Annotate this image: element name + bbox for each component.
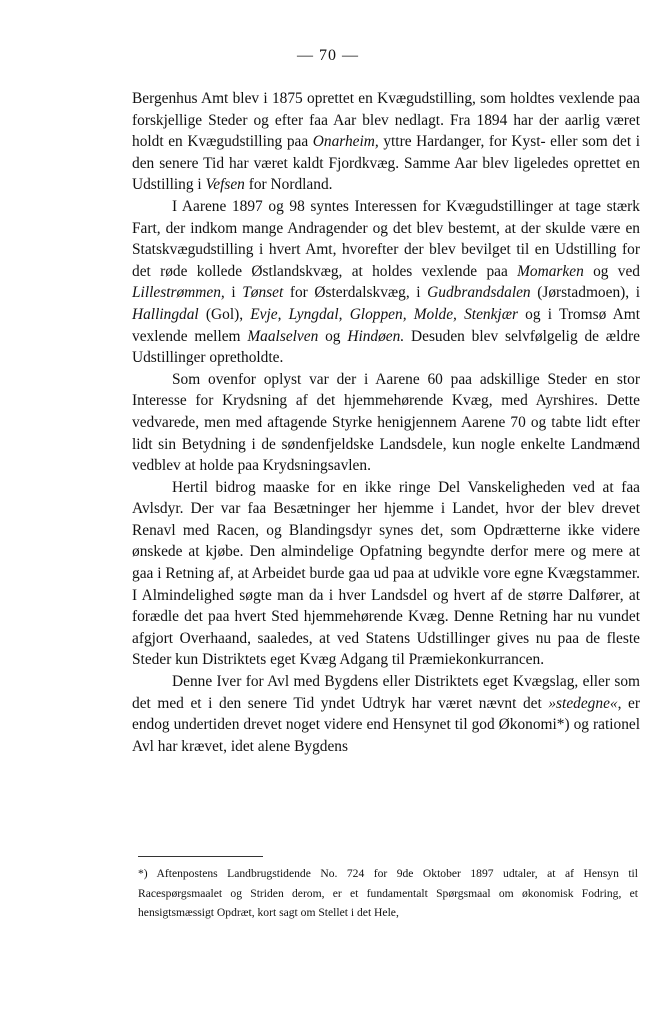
text-run: i bbox=[224, 284, 243, 302]
text-run: (Gol), bbox=[198, 305, 251, 323]
text-run: Som ovenfor oplyst var der i Aarene 60 paa adskillige Steder en stor Interesse for Krydsning af det hjemmehørende Kvæg, med Ayrshires. Dette vedvarede, men med aftagende Styrke henigjennem Aarene 70 og tabte lidt efter lidt sin Betydning i de søndenfjeldske Landsdele, kun nogle enkelte Landmænd vedblev at holde paa Krydsningsavlen. bbox=[132, 370, 640, 475]
paragraph bbox=[132, 369, 640, 477]
italic-text: Hindøen. bbox=[347, 327, 405, 345]
paragraph bbox=[132, 196, 640, 369]
italic-text: Gudbrandsdalen bbox=[427, 284, 531, 302]
italic-text: Evje, Lyngdal, Gloppen, Molde, Stenkjær bbox=[250, 305, 518, 323]
body-text bbox=[132, 88, 640, 757]
text-run: og i Tromsø Amt vexlende mellem bbox=[132, 305, 640, 345]
text-run: (Jørstadmoen), i bbox=[530, 284, 640, 302]
text-run: Bergenhus Amt blev i 1875 oprettet en Kvægudstilling, som holdtes vexlende paa forskjellige Steder og efter faa Aar blev nedlagt. Fra 1894 har der aarlig været holdt en Kvægudstilling paa bbox=[132, 90, 640, 151]
italic-text: Tønset bbox=[242, 284, 284, 302]
text-run: Hertil bidrog maaske for en ikke ringe Del Vanskeligheden ved at faa Avlsdyr. Der var faa Besætninger her hjemme i Landet, hvor der blev drevet Renavl med Racen, og Blandingsdyr synes det, som Opdrætterne ikke videre ønskede at kjøbe. Den almindelige Opfatning begyndte derfor mere og mere at gaa i Retning af, at Arbeidet burde gaa ud paa at udvikle vore egne Kvægstammer. I Almindelighed søgte man da i hver Landsdel og hvert af de større Dalfører, at forædle det paa hvert Sted hjemmehørende Kvæg. Denne Retning har nu vundet afgjort Overhaand, saaledes, at ved Statens Udstillinger gives nu paa de fleste Steder kun Distriktets eget Kvæg Adgang til Præmiekonkurrancen. bbox=[132, 478, 640, 669]
italic-text: Lillestrømmen, bbox=[132, 284, 225, 302]
italic-text: Onarheim, bbox=[312, 133, 379, 151]
text-run: for Nordland. bbox=[244, 176, 333, 194]
text-run: for Østerdalskvæg, i bbox=[283, 284, 428, 302]
text-run: Desuden blev selvfølgelig de ældre Udstillinger opretholdte. bbox=[132, 327, 640, 367]
text-run: I Aarene 1897 og 98 syntes Interessen for Kvægudstillinger at tage stærk Fart, der indkom mange Andragender og det blev bestemt, at der skulde være en Statskvægudstilling i hvert Amt, hvorefter der blev bevilget til en Udstilling for det røde kollede Østlandskvæg, at holdes vexlende paa bbox=[132, 197, 640, 280]
italic-text: Maalselven bbox=[247, 327, 319, 345]
paragraph bbox=[132, 88, 640, 196]
paragraph bbox=[132, 671, 640, 757]
text-run: yttre Hardanger, for Kyst- eller som det i den senere Tid har været kaldt Fjordkvæg. Samme Aar blev ligeledes oprettet en Udstilling i bbox=[132, 133, 640, 194]
text-run: og bbox=[318, 327, 348, 345]
text-run: , er endog undertiden drevet noget videre end Hensynet til god Økonomi*) og rationel Avl har krævet, idet alene Bygdens bbox=[132, 694, 640, 755]
italic-text: Vefsen bbox=[205, 176, 245, 194]
page-number: — 70 — bbox=[297, 47, 359, 64]
footnote-divider bbox=[138, 856, 263, 857]
text-run: *) Aftenpostens Landbrugstidende No. 724 for 9de Oktober 1897 udtaler, at af Hensyn til Racespørgsmaalet og Striden derom, er et fundamentalt Spørgsmaal om økonomisk Fodring, et hensigtsmæssigt Opdræt, kort sagt om Stellet i det Hele, bbox=[138, 867, 638, 919]
italic-text: Momarken bbox=[517, 262, 584, 280]
text-run: og ved bbox=[583, 262, 641, 280]
paragraph bbox=[132, 477, 640, 671]
italic-text: Hallingdal bbox=[132, 305, 199, 323]
footnote bbox=[138, 864, 638, 923]
text-run: Denne Iver for Avl med Bygdens eller Distriktets eget Kvægslag, eller som det med et i den senere Tid yndet Udtryk har været nævnt det bbox=[132, 673, 640, 712]
italic-text: »stedegne« bbox=[548, 694, 618, 712]
